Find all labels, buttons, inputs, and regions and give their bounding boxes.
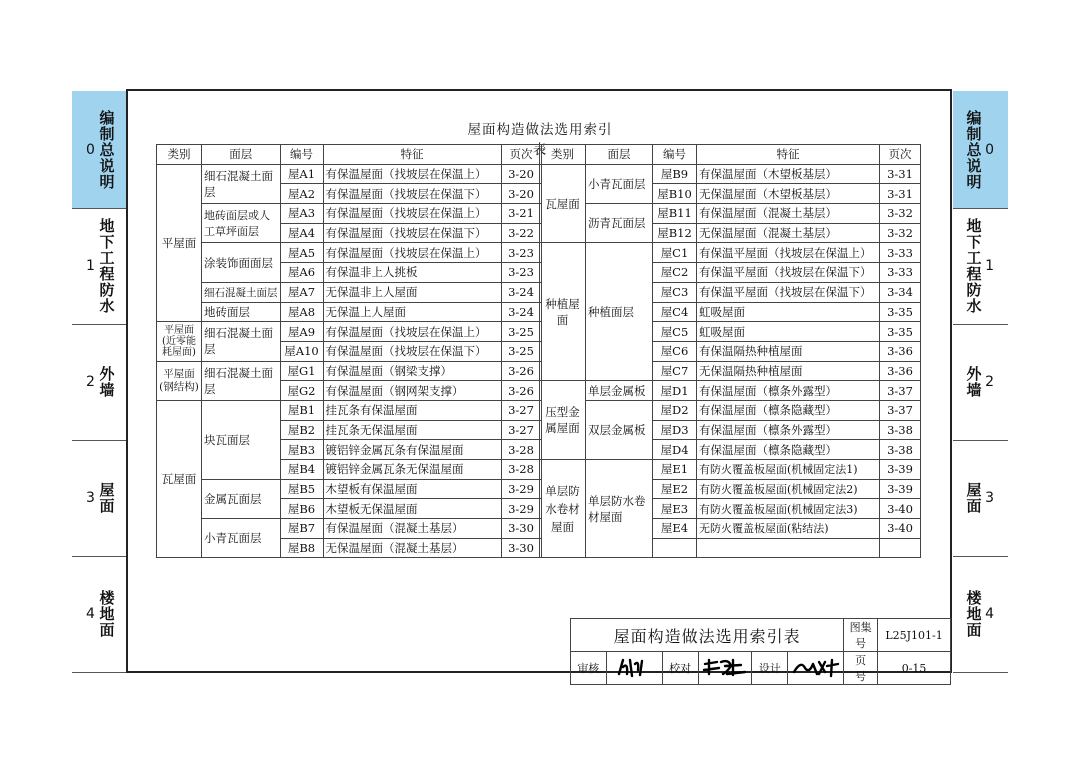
feature-cell: 无防火覆盖板屋面(粘结法): [697, 519, 880, 539]
feature-cell: 镀铝锌金属瓦条有保温屋面: [323, 440, 501, 460]
sidebar-right-item-1[interactable]: [953, 208, 1008, 324]
section-label: 编制总说明: [97, 109, 116, 190]
checker-signature: [698, 652, 752, 685]
page-cell: 3-39: [880, 479, 921, 499]
page-cell: 3-31: [880, 184, 921, 204]
feature-cell: 挂瓦条无保温屋面: [323, 420, 501, 440]
table-row: [157, 204, 542, 224]
category-cell: 平屋面(近零能耗屋面): [157, 322, 202, 361]
review-label: 审核: [571, 652, 607, 685]
feature-cell: 无保温屋面（混凝土基层）: [697, 223, 880, 243]
page-cell: 3-25: [501, 322, 541, 342]
table-row: [540, 164, 921, 184]
feature-cell: 有保温屋面（找坡层在保温下）: [323, 223, 501, 243]
surface-cell: 细石混凝土面层: [202, 282, 281, 302]
page-cell: 3-21: [501, 204, 541, 224]
feature-cell: 无保温屋面（混凝土基层）: [323, 538, 501, 558]
code-cell: 屋B4: [280, 460, 323, 480]
category-cell: 单层防水卷材屋面: [540, 460, 586, 558]
code-cell: 屋B9: [653, 164, 697, 184]
code-cell: [653, 538, 697, 558]
feature-cell: 有保温屋面（混凝土基层）: [697, 204, 880, 224]
section-number: 0: [86, 141, 95, 158]
surface-cell: 细石混凝土面层: [202, 361, 281, 400]
atlas-label: 图集号: [844, 619, 878, 652]
table-row: [157, 302, 542, 322]
table-row: [157, 164, 542, 184]
feature-cell: 有保温屋面（找坡层在保温上）: [323, 243, 501, 263]
feature-cell: 虹吸屋面: [697, 302, 880, 322]
sidebar-left-item-1[interactable]: [72, 208, 127, 324]
code-cell: 屋B6: [280, 499, 323, 519]
signature-mark-check: [701, 656, 749, 678]
surface-cell: 小青瓦面层: [202, 519, 281, 558]
header-code: 编号: [653, 145, 697, 165]
surface-cell: 涂装饰面面层: [202, 243, 281, 282]
code-cell: 屋A1: [280, 164, 323, 184]
code-cell: 屋C6: [653, 341, 697, 361]
check-label: 校对: [662, 652, 698, 685]
code-cell: 屋E4: [653, 519, 697, 539]
section-number: 1: [985, 258, 994, 274]
section-label: 楼地面: [964, 590, 983, 638]
page-cell: 3-38: [880, 440, 921, 460]
section-label: 编制总说明: [964, 109, 983, 190]
code-cell: 屋D4: [653, 440, 697, 460]
table-row: [540, 460, 921, 480]
section-number: 3: [86, 490, 95, 506]
index-table-right: [539, 144, 921, 558]
surface-cell: 小青瓦面层: [586, 164, 653, 203]
code-cell: 屋B11: [653, 204, 697, 224]
page-cell: 3-36: [880, 341, 921, 361]
code-cell: 屋C2: [653, 263, 697, 283]
feature-cell: 有防火覆盖板屋面(机械固定法2): [697, 479, 880, 499]
category-cell: 平屋面(钢结构): [157, 361, 202, 400]
section-label: 楼地面: [97, 590, 116, 638]
section-label: 屋面: [964, 482, 983, 514]
page-cell: 3-34: [880, 282, 921, 302]
sidebar-right-item-3[interactable]: [953, 440, 1008, 556]
page-cell: 3-36: [880, 361, 921, 381]
code-cell: 屋E3: [653, 499, 697, 519]
feature-cell: 无保温非上人屋面: [323, 282, 501, 302]
feature-cell: 有保温非上人挑板: [323, 263, 501, 283]
page-cell: 3-30: [501, 519, 541, 539]
page-cell: 3-32: [880, 223, 921, 243]
header-surface: 面层: [202, 145, 281, 165]
category-cell: 瓦屋面: [540, 164, 586, 243]
feature-cell: 有保温屋面（檩条外露型）: [697, 420, 880, 440]
page-cell: 3-27: [501, 420, 541, 440]
code-cell: 屋A2: [280, 184, 323, 204]
feature-cell: 有保温屋面（找坡层在保温下）: [323, 184, 501, 204]
code-cell: 屋D1: [653, 381, 697, 401]
section-label: 屋面: [97, 482, 116, 514]
page-cell: 3-27: [501, 400, 541, 420]
surface-cell: 地砖面层或人工草坪面层: [202, 204, 281, 243]
code-cell: 屋B2: [280, 420, 323, 440]
page-cell: 3-39: [880, 460, 921, 480]
page-cell: 3-26: [501, 361, 541, 381]
page-cell: 3-31: [880, 164, 921, 184]
code-cell: 屋C1: [653, 243, 697, 263]
table-row: [157, 400, 542, 420]
sidebar-right-item-0[interactable]: [953, 91, 1008, 208]
page-label: 页 号: [844, 652, 878, 685]
feature-cell: 无保温屋面（木望板基层）: [697, 184, 880, 204]
table-header-row: [540, 145, 921, 165]
feature-cell: 有保温屋面（找坡层在保温上）: [323, 164, 501, 184]
page-cell: 3-24: [501, 302, 541, 322]
table-row: [157, 282, 542, 302]
page-cell: 3-40: [880, 499, 921, 519]
code-cell: 屋C4: [653, 302, 697, 322]
code-cell: 屋C7: [653, 361, 697, 381]
feature-cell: 有保温屋面（檩条隐藏型）: [697, 400, 880, 420]
code-cell: 屋A9: [280, 322, 323, 342]
header-page: 页次: [501, 145, 541, 165]
atlas-number: L25J101-1: [878, 619, 951, 652]
sidebar-left-item-0[interactable]: [72, 91, 127, 208]
page-cell: 3-33: [880, 263, 921, 283]
code-cell: 屋A8: [280, 302, 323, 322]
table-row: [157, 243, 542, 263]
surface-cell: 种植面层: [586, 243, 653, 381]
code-cell: 屋G1: [280, 361, 323, 381]
sidebar-left-item-4[interactable]: [72, 556, 127, 672]
signature-mark-review: [614, 656, 654, 678]
feature-cell: 无保温隔热种植屋面: [697, 361, 880, 381]
surface-cell: 单层防水卷材屋面: [586, 460, 653, 558]
category-cell: 压型金属屋面: [540, 381, 586, 460]
page-cell: 3-37: [880, 381, 921, 401]
code-cell: 屋B1: [280, 400, 323, 420]
category-cell: 瓦屋面: [157, 400, 202, 558]
page-cell: 3-28: [501, 460, 541, 480]
header-feature: 特征: [697, 145, 880, 165]
feature-cell: 镀铝锌金属瓦条无保温屋面: [323, 460, 501, 480]
section-number: 4: [86, 606, 95, 622]
code-cell: 屋G2: [280, 381, 323, 401]
header-page: 页次: [880, 145, 921, 165]
page-cell: 3-32: [880, 204, 921, 224]
table-row: [157, 322, 542, 342]
page-cell: 3-29: [501, 479, 541, 499]
page-cell: 3-37: [880, 400, 921, 420]
surface-cell: 细石混凝土面层: [202, 322, 281, 361]
page-cell: 3-33: [880, 243, 921, 263]
index-table-left: [156, 144, 542, 558]
signature-mark-design: [791, 656, 841, 678]
table-row: [540, 381, 921, 401]
feature-cell: 有保温平屋面（找坡层在保温下）: [697, 263, 880, 283]
code-cell: 屋B5: [280, 479, 323, 499]
code-cell: 屋A6: [280, 263, 323, 283]
feature-cell: 有保温屋面（找坡层在保温上）: [323, 322, 501, 342]
section-label: 地下工程防水: [97, 218, 116, 314]
page-cell: 3-20: [501, 164, 541, 184]
surface-cell: 块瓦面层: [202, 400, 281, 479]
page-cell: 3-24: [501, 282, 541, 302]
feature-cell: 有保温屋面（钢梁支撑）: [323, 361, 501, 381]
feature-cell: 有保温屋面（钢网架支撑）: [323, 381, 501, 401]
surface-cell: 地砖面层: [202, 302, 281, 322]
feature-cell: 有保温屋面（檩条隐藏型）: [697, 440, 880, 460]
section-number: 2: [86, 374, 95, 390]
page-cell: 3-35: [880, 302, 921, 322]
header-code: 编号: [280, 145, 323, 165]
code-cell: 屋A4: [280, 223, 323, 243]
section-number: 0: [985, 141, 994, 158]
feature-cell: 有保温平屋面（找坡层在保温下）: [697, 282, 880, 302]
section-number: 3: [985, 490, 994, 506]
header-feature: 特征: [323, 145, 501, 165]
code-cell: 屋B3: [280, 440, 323, 460]
design-label: 设计: [752, 652, 788, 685]
section-label: 地下工程防水: [964, 218, 983, 314]
page-cell: 3-28: [501, 440, 541, 460]
code-cell: 屋A5: [280, 243, 323, 263]
feature-cell: 有保温屋面（混凝土基层）: [323, 519, 501, 539]
code-cell: 屋C3: [653, 282, 697, 302]
table-header-row: [157, 145, 542, 165]
feature-cell: 有保温屋面（檩条外露型）: [697, 381, 880, 401]
feature-cell: [697, 538, 880, 558]
surface-cell: 细石混凝土面层: [202, 164, 281, 203]
page-title: 屋面构造做法选用索引表: [467, 122, 613, 158]
sidebar-right-item-2[interactable]: [953, 324, 1008, 440]
page-cell: 3-20: [501, 184, 541, 204]
page-cell: 3-29: [501, 499, 541, 519]
feature-cell: 虹吸屋面: [697, 322, 880, 342]
code-cell: 屋E1: [653, 460, 697, 480]
code-cell: 屋A3: [280, 204, 323, 224]
sidebar-right-item-4[interactable]: [953, 556, 1008, 672]
page-cell: 3-35: [880, 322, 921, 342]
feature-cell: 有保温隔热种植屋面: [697, 341, 880, 361]
code-cell: 屋E2: [653, 479, 697, 499]
category-cell: 种植屋面: [540, 243, 586, 381]
page-cell: 3-40: [880, 519, 921, 539]
table-row: [540, 204, 921, 224]
surface-cell: 双层金属板: [586, 400, 653, 459]
page-cell: 3-23: [501, 263, 541, 283]
page-cell: 3-38: [880, 420, 921, 440]
sidebar-left-item-3[interactable]: [72, 440, 127, 556]
code-cell: 屋D2: [653, 400, 697, 420]
code-cell: 屋B8: [280, 538, 323, 558]
table-row: [157, 519, 542, 539]
feature-cell: 有保温平屋面（找坡层在保温上）: [697, 243, 880, 263]
code-cell: 屋D3: [653, 420, 697, 440]
code-cell: 屋C5: [653, 322, 697, 342]
title-block: [570, 618, 951, 685]
code-cell: 屋B7: [280, 519, 323, 539]
code-cell: 屋B10: [653, 184, 697, 204]
table-row: [157, 479, 542, 499]
page-number: 0-15: [878, 652, 951, 685]
header-category: 类别: [157, 145, 202, 165]
section-label: 外墙: [97, 366, 116, 398]
feature-cell: 挂瓦条有保温屋面: [323, 400, 501, 420]
feature-cell: 木望板有保温屋面: [323, 479, 501, 499]
surface-cell: 单层金属板: [586, 381, 653, 401]
section-number: 1: [86, 258, 95, 274]
code-cell: 屋A7: [280, 282, 323, 302]
section-number: 4: [985, 606, 994, 622]
table-row: [157, 361, 542, 381]
page-cell: 3-23: [501, 243, 541, 263]
feature-cell: 无保温上人屋面: [323, 302, 501, 322]
surface-cell: 金属瓦面层: [202, 479, 281, 518]
reviewer-signature: [606, 652, 662, 685]
page-cell: [880, 538, 921, 558]
title-block-title: 屋面构造做法选用索引表: [571, 619, 844, 652]
designer-signature: [788, 652, 844, 685]
page-cell: 3-22: [501, 223, 541, 243]
table-row: [540, 400, 921, 420]
page-cell: 3-26: [501, 381, 541, 401]
section-number: 2: [985, 374, 994, 390]
surface-cell: 沥青瓦面层: [586, 204, 653, 243]
code-cell: 屋A10: [280, 341, 323, 361]
page-cell: 3-25: [501, 341, 541, 361]
feature-cell: 有防火覆盖板屋面(机械固定法3): [697, 499, 880, 519]
page-cell: 3-30: [501, 538, 541, 558]
feature-cell: 有保温屋面（木望板基层）: [697, 164, 880, 184]
code-cell: 屋B12: [653, 223, 697, 243]
feature-cell: 有防火覆盖板屋面(机械固定法1): [697, 460, 880, 480]
table-row: [540, 243, 921, 263]
header-surface: 面层: [586, 145, 653, 165]
category-cell: 平屋面: [157, 164, 202, 322]
feature-cell: 有保温屋面（找坡层在保温上）: [323, 204, 501, 224]
section-label: 外墙: [964, 366, 983, 398]
feature-cell: 有保温屋面（找坡层在保温下）: [323, 341, 501, 361]
header-category: 类别: [540, 145, 586, 165]
feature-cell: 木望板无保温屋面: [323, 499, 501, 519]
sidebar-left-item-2[interactable]: [72, 324, 127, 440]
